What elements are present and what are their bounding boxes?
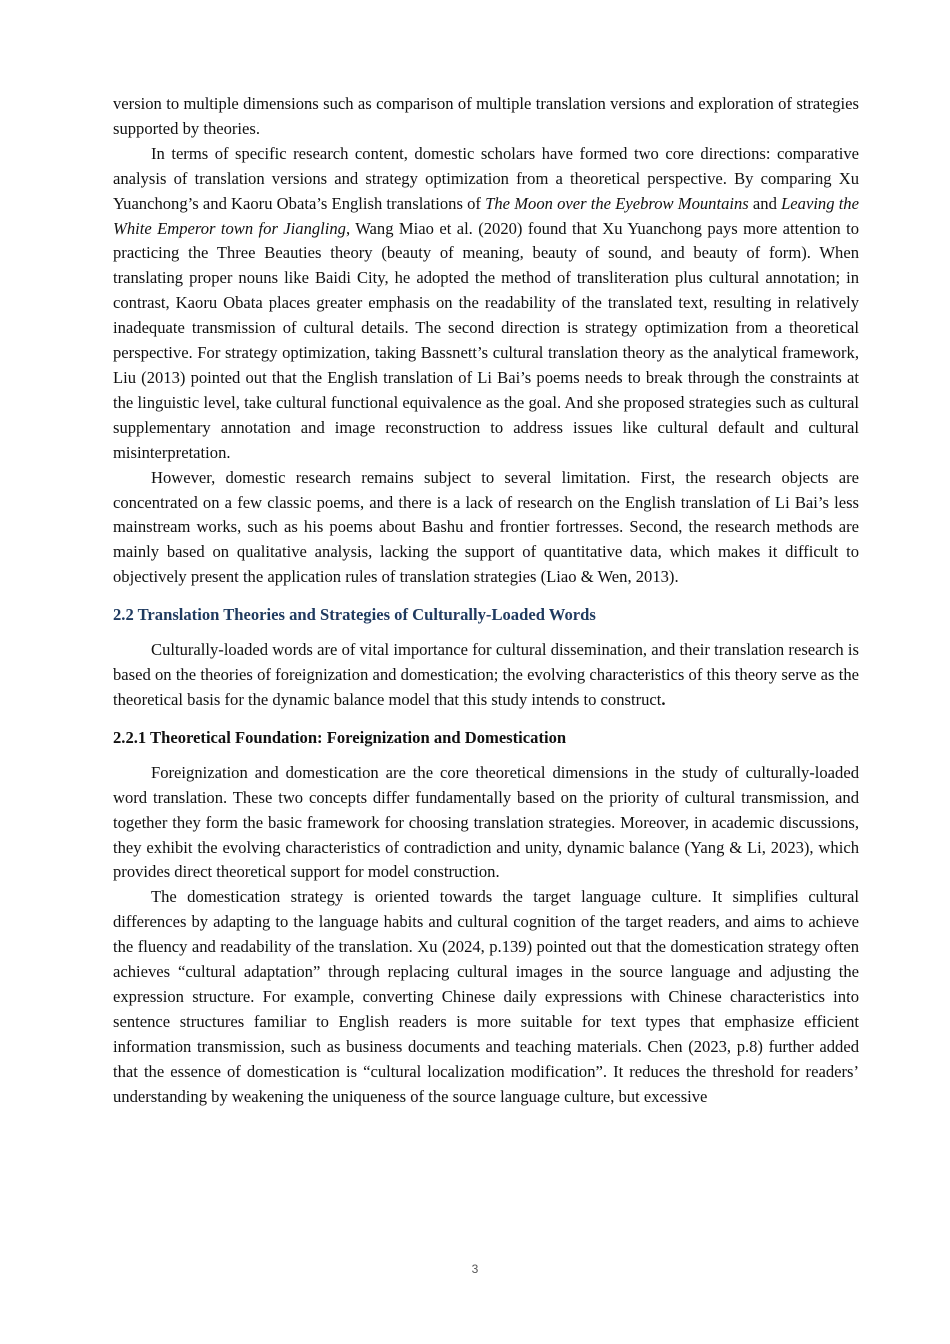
paragraph-research-content	[113, 142, 859, 466]
paragraph-text: However, domestic research remains subject to several limitation. First, the research objects are concentrated on a few classic poems, and there is a lack of research on the English translation of Li Bai’s less mainstream works, such as his poems about Bashu and frontier fortresses. Second, the research methods are mainly based on qualitative analysis, lacking the support of quantitative data, which makes it difficult to objectively present the application rules of translation strategies (Liao & Wen, 2013).	[113, 467, 859, 587]
section-heading-2-2-1: 2.2.1 Theoretical Foundation: Foreignization and Domestication	[113, 727, 567, 747]
paragraph-text: In terms of specific research content, domestic scholars have formed two core directions: comparative analysis of translation versions and strategy optimization from a theoretical perspective. By comparing Xu Yuanchong’s and Kaoru Obata’s English translations of	[113, 143, 859, 213]
page-number: 3	[471, 1262, 479, 1276]
paragraph-culturally-loaded-words	[113, 638, 859, 713]
paragraph-text: , Wang Miao et al. (2020) found that Xu Yuanchong pays more attention to practicing the Three Beauties theory (beauty of meaning, beauty of sound, and beauty of form). When translating proper nouns like Baidi City, he adopted the method of transliteration plus cultural annotation; in contrast, Kaoru Obata places greater emphasis on the readability of the translated text, resulting in relatively inadequate transmission of cultural details. The second direction is strategy optimization from a theoretical perspective. For strategy optimization, taking Bassnett’s cultural translation theory as the analytical framework, Liu (2013) pointed out that the English translation of Li Bai’s poems needs to break through the constraints at the linguistic level, take cultural functional equivalence as the goal. And she proposed strategies such as cultural supplementary annotation and image reconstruction to address issues like cultural default and cultural misinterpretation.	[113, 218, 859, 462]
paragraph-domestication-strategy	[113, 885, 859, 1109]
page-content	[113, 92, 859, 1110]
section-heading-2-2: 2.2 Translation Theories and Strategies of Culturally-Loaded Words	[113, 605, 596, 625]
paragraph-text: The domestication strategy is oriented towards the target language culture. It simplifies cultural differences by adapting to the language habits and cultural cognition of the target readers, and aims to achieve the fluency and readability of the translation. Xu (2024, p.139) pointed out that the domestication strategy often achieves “cultural adaptation” through replacing cultural images in the source language and adjusting the expression structure. For example, converting Chinese daily expressions with Chinese characteristics into sentence structures familiar to English readers is more suitable for text types that emphasize efficient information transmission, such as business documents and teaching materials. Chen (2023, p.8) further added that the essence of domestication is “cultural localization modification”. It reduces the threshold for readers’ understanding by weakening the uniqueness of the source language culture, but excessive	[113, 887, 859, 1106]
paragraph-text: Culturally-loaded words are of vital importance for cultural dissemination, and their translation research is based on the theories of foreignization and domestication; the evolving characteristics of this theory serve as the theoretical basis for the dynamic balance model that this study intends to construct	[113, 640, 859, 709]
conjunction-text: and	[748, 193, 782, 213]
bold-period: .	[661, 689, 666, 709]
paragraph-text: Foreignization and domestication are the core theoretical dimensions in the study of culturally-loaded word translation. These two concepts differ fundamentally based on the priority of cultural transmission, and together they form the basic framework for choosing translation strategies. Moreover, in academic discussions, they exhibit the evolving characteristics of contradiction and unity, dynamic balance (Yang & Li, 2023), which provides direct theoretical support for model construction.	[113, 762, 859, 882]
paragraph-text: version to multiple dimensions such as comparison of multiple translation versions and exploration of strategies supported by theories.	[113, 94, 859, 138]
paragraph-limitations	[113, 466, 859, 591]
paragraph-foreignization-domestication	[113, 761, 859, 886]
poem-title-white-emperor: Leaving the White Emperor town for Jiangling	[113, 193, 859, 238]
poem-title-moon: The Moon over the Eyebrow Mountains	[485, 193, 749, 213]
paragraph-continuation	[113, 92, 859, 142]
